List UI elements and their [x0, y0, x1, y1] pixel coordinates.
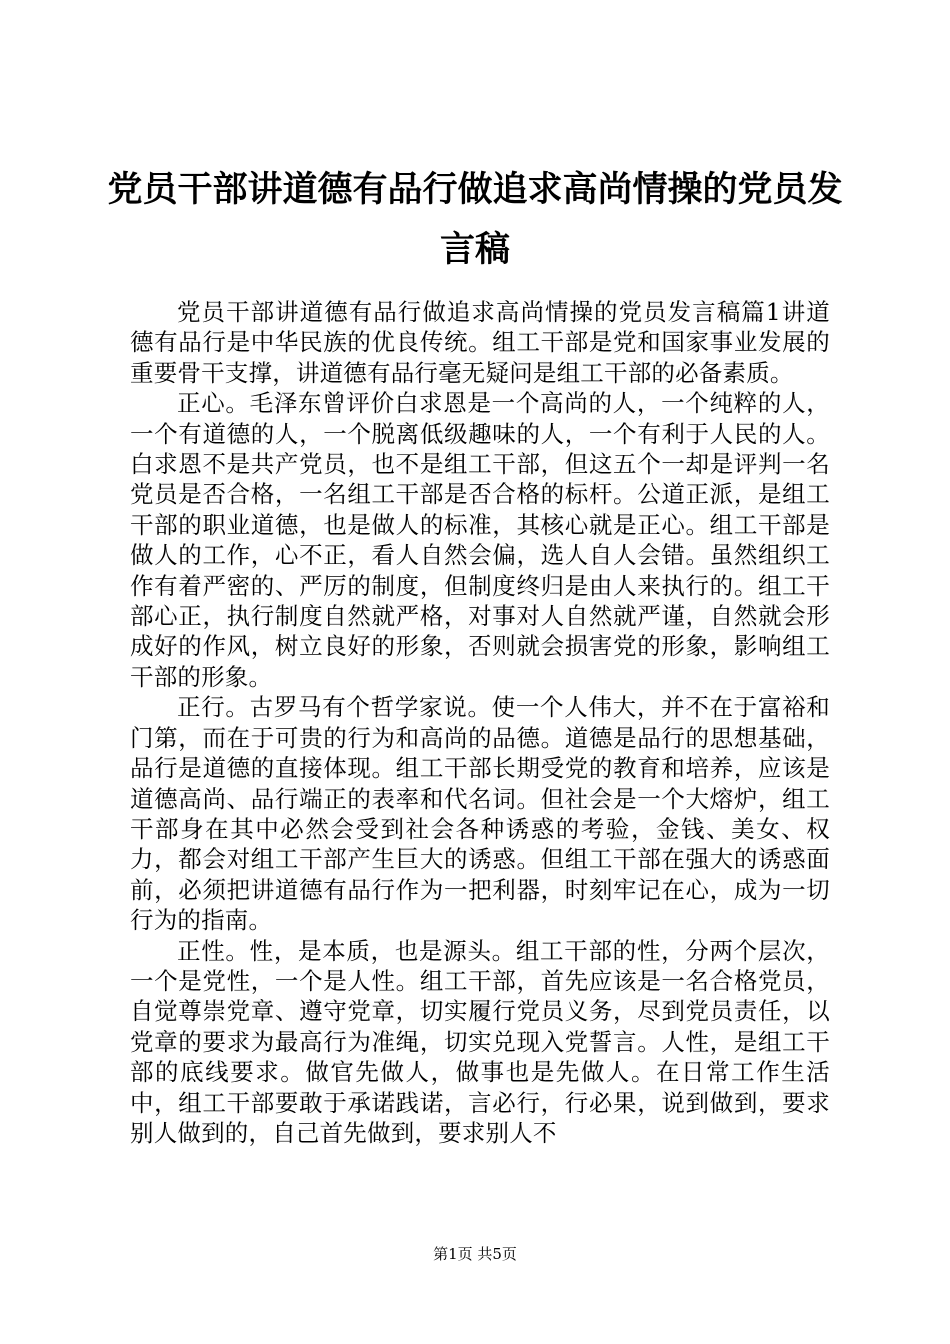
page-number-footer: 第1页 共5页	[433, 1245, 517, 1263]
paragraph-intro: 党员干部讲道德有品行做追求高尚情操的党员发言稿篇1讲道德有品行是中华民族的优良传统。组工干部是党和国家事业发展的重要骨干支撑，讲道德有品行毫无疑问是组工干部的必备素质。	[130, 298, 830, 387]
document-body	[130, 297, 830, 1148]
document-title: 党员干部讲道德有品行做追求高尚情操的党员发言稿	[107, 169, 843, 270]
paragraph-zhengxin: 正心。毛泽东曾评价白求恩是一个高尚的人，一个纯粹的人，一个有道德的人，一个脱离低级趣味的人，一个有利于人民的人。白求恩不是共产党员，也不是组工干部，但这五个一却是评判一名党员是否合格，一名组工干部是否合格的标杆。公道正派，是组工干部的职业道德，也是做人的标准，其核心就是正心。组工干部是做人的工作，心不正，看人自然会偏，选人自人会错。虽然组织工作有着严密的、严厉的制度，但制度终归是由人来执行的。组工干部心正，执行制度自然就严格，对事对人自然就严谨，自然就会形成好的作风，树立良好的形象，否则就会损害党的形象，影响组工干部的形象。	[130, 389, 830, 691]
paragraph-zhengxing: 正行。古罗马有个哲学家说。使一个人伟大，并不在于富裕和门第，而在于可贵的行为和高尚的品德。道德是品行的思想基础，品行是道德的直接体现。组工干部长期受党的教育和培养，应该是道德高尚、品行端正的表率和代名词。但社会是一个大熔炉，组工干部身在其中必然会受到社会各种诱惑的考验，金钱、美女、权力，都会对组工干部产生巨大的诱惑。但组工干部在强大的诱惑面前，必须把讲道德有品行作为一把利器，时刻牢记在心，成为一切行为的指南。	[130, 693, 830, 935]
paragraph-zhengxing-nature: 正性。性，是本质，也是源头。组工干部的性，分两个层次，一个是党性，一个是人性。组工干部，首先应该是一名合格党员，自觉尊崇党章、遵守党章，切实履行党员义务，尽到党员责任，以党章的要求为最高行为准绳，切实兑现入党誓言。人性，是组工干部的底线要求。做官先做人，做事也是先做人。在日常工作生活中，组工干部要敢于承诺践诺，言必行，行必果，说到做到，要求别人做到的，自己首先做到，要求别人不	[130, 936, 830, 1147]
